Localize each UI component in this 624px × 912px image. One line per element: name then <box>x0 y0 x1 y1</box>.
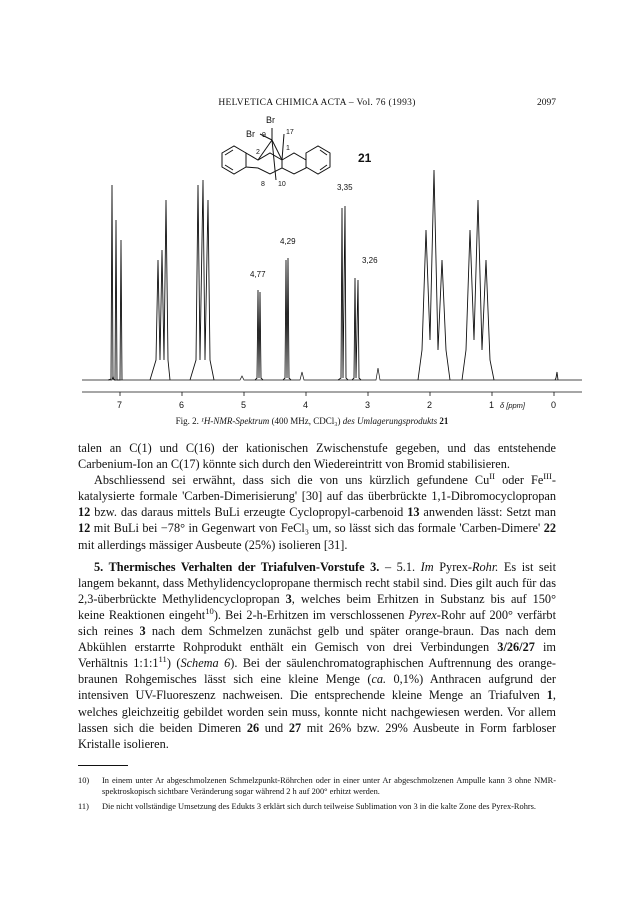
footnote-11: 11) Die nicht vollständige Umsetzung des Edukts 3 erklärt sich durch teilweise Sublimation von 3 in die kalte Zone des Pyrex-Rohrs. <box>78 802 537 811</box>
atom-label-c9: 9 <box>262 132 266 139</box>
axis-tick-3: 3 <box>365 400 371 410</box>
axis-unit: δ [ppm] <box>500 401 526 410</box>
atom-label-c17: 17 <box>286 129 294 136</box>
peak-label-3-35: 3,35 <box>337 183 353 192</box>
journal-title: HELVETICA CHIMICA ACTA – Vol. 76 (1993) <box>218 98 416 108</box>
spectrum-peaks <box>108 170 558 380</box>
page-number: 2097 <box>537 98 556 108</box>
axis-tick-5: 5 <box>241 400 247 410</box>
atom-label-br-top: Br <box>266 115 275 125</box>
spectrum-baseline <box>82 368 582 380</box>
axis-tick-2: 2 <box>427 400 433 410</box>
atom-label-c10: 10 <box>278 181 286 188</box>
peak-label-4-77: 4,77 <box>250 270 266 279</box>
footnotes <box>78 775 556 816</box>
axis-tick-6: 6 <box>179 400 185 410</box>
atom-label-c8: 8 <box>261 181 265 188</box>
section-title: 5. Thermisches Verhalten der Triafulven-Vorstufe 3. <box>94 559 380 574</box>
atom-label-br-left: Br <box>246 129 255 139</box>
footnote-divider <box>78 765 128 766</box>
paragraph-2: Abschliessend sei erwähnt, dass sich die von uns kürzlich gefundene $Cu^{II}$ oder $Fe^{III}$-katalysierte formale 'Carben-Dimerisierung' [30] auf das überbrückte 1,1-Dibromocyclopropan 12 bzw. das daraus mittels BuLi erzeugte Cyclopropyl-carbenoid 13 anwenden lässt: Setzt man 12 mit BuLi bei −78° in Gegenwart von FeCl₃ um, so lässt sich das formale 'Carben-Dimere' 22 mit allerdings mässiger Ausbeute (25%) isolieren [31]. <box>78 471 557 552</box>
paragraph-1: talen an C(1) und C(16) der kationischen Zwischenstufe gegeben, und das entstehende Carbenium-Ion an C(17) könnte sich durch den Wiedereintritt von Bromid stabilisieren. <box>78 441 556 472</box>
axis-tick-7: 7 <box>117 400 123 410</box>
peak-label-4-29: 4,29 <box>280 237 296 246</box>
structure-21 <box>222 128 330 180</box>
body-text <box>78 440 556 752</box>
section-5: 5. Thermisches Verhalten der Triafulven-Vorstufe 3. – 5.1. Im Pyrex-Rohr. Es ist seit langem bekannt, dass Methylidencyclopropane thermisch recht stabil sind. Dies gilt auch für das 2,3-überbrückte Methylidencyclopropan 3, welches beim Erhitzen in Substanz bis auf 150° keine Reaktionen eingeht$^{10}$). Bei 2-h-Erhitzen im verschlossenen Pyrex-Rohr auf 200° verfärbt sich reines 3 nach dem Schmelzen zunächst gelb und später orange-braun. Das nach dem Abkühlen erstarrte Rohprodukt enthält ein Gemisch von drei Verbindungen 3/26/27 im Verhältnis $1:1:1^{11}$) (Schema 6). Bei der säulenchromatographischen Auftrennung des orange-braunen Rohgemisches lässt sich eine kleine Menge (ca. 0,1%) Anthracen aufgrund der intensiven UV-Fluoreszenz nachweisen. Die entsprechende kleine Menge an Triafulven 1, welches gleichzeitig gebildet worden sein muss, konnte nicht nachgewiesen werden. Vor allem lassen sich die beiden Dimeren 26 und 27 mit 26% bzw. 29% Ausbeute in Form farbloser Kristalle isolieren. <box>78 559 557 751</box>
compound-label: 21 <box>358 151 372 165</box>
axis-tick-0: 0 <box>551 400 557 410</box>
axis-tick-4: 4 <box>303 400 309 410</box>
peak-label-3-26: 3,26 <box>362 256 378 265</box>
nmr-spectrum-figure <box>0 110 624 415</box>
atom-label-c2: 2 <box>256 149 260 156</box>
atom-label-c1: 1 <box>286 145 290 152</box>
axis-tick-1: 1 <box>489 400 495 410</box>
figure-caption: Fig. 2. ¹H-NMR-Spektrum (400 MHz, CDCl₃) des Umlagerungsprodukts 21 <box>175 416 449 426</box>
footnote-10: 10) In einem unter Ar abgeschmolzenen Schmelzpunkt-Röhrchen oder in einer unter Ar abgeschmolzenen Ampulle kann 3 ohne NMR-spektroskopisch sichtbare Veränderung sogar während 2 h auf 200° erhitzt werden. <box>78 776 556 796</box>
